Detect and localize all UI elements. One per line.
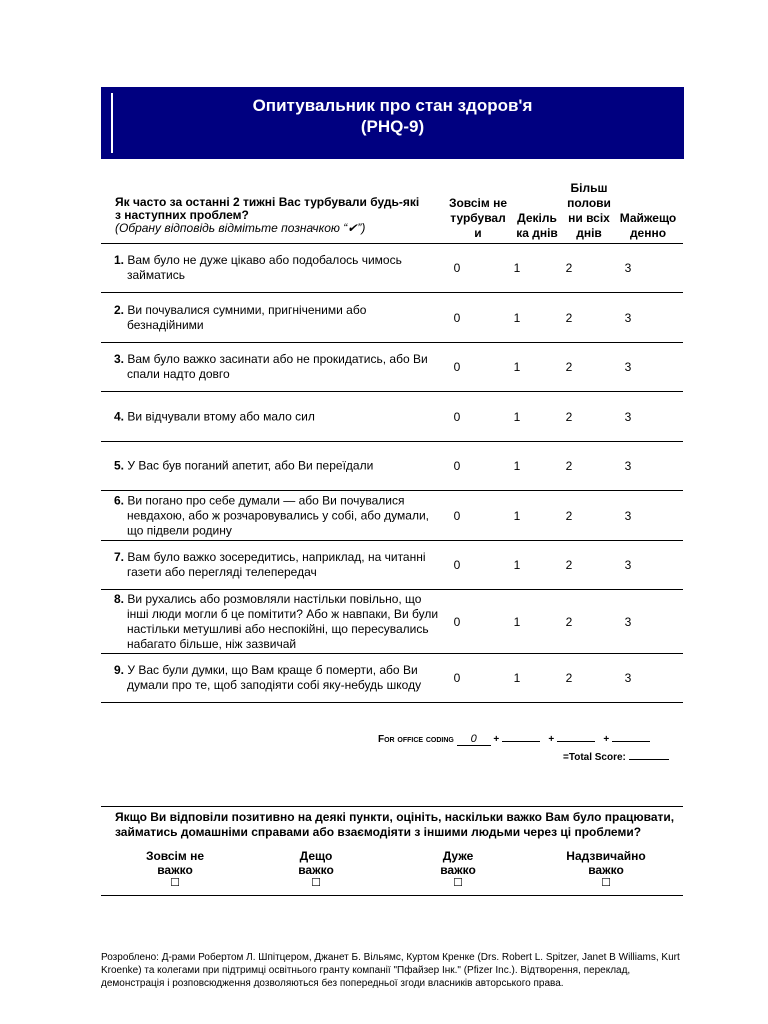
score-option-0[interactable]: 0: [453, 310, 461, 325]
checkbox-icon[interactable]: ☐: [601, 877, 611, 889]
question-number: 8.: [114, 591, 125, 606]
score-option-0[interactable]: 0: [453, 360, 461, 374]
score-option-2[interactable]: 2: [565, 614, 573, 629]
question-text: [114, 493, 444, 538]
score-option-3[interactable]: 3: [624, 671, 632, 685]
office-coding: For office coding 0 + + +: [378, 733, 650, 746]
question-number: 7.: [114, 550, 125, 564]
score-option-3[interactable]: 3: [624, 614, 632, 629]
question-row: [101, 343, 683, 392]
difficulty-option-0[interactable]: Зовсім не важко ☐: [130, 849, 220, 890]
title-line-2: (PHQ-9): [360, 117, 425, 136]
question-number: 5.: [114, 458, 125, 473]
score-option-2[interactable]: 2: [565, 459, 573, 473]
score-option-2[interactable]: 2: [565, 310, 573, 325]
score-option-3[interactable]: 3: [624, 409, 632, 424]
question-number: 1.: [114, 253, 125, 267]
question-header-line-2: з наступних проблем?: [115, 208, 249, 222]
question-text: [114, 303, 444, 333]
difficulty-top-rule: [101, 806, 683, 807]
difficulty-bottom-rule: [101, 895, 683, 896]
score-option-2[interactable]: 2: [565, 409, 573, 424]
difficulty-question: Якщо Ви відповіли позитивно на деякі пункти, оцініть, наскільки важко Вам було працювати, займатись домашніми справами або взаємодіяти з іншими людьми через ці проблеми?: [115, 810, 675, 839]
difficulty-option-3[interactable]: Надзвичайно важко ☐: [556, 849, 656, 890]
column-header-3: Майжещо денно: [619, 211, 677, 240]
score-option-3[interactable]: 3: [624, 310, 632, 325]
score-option-0[interactable]: 0: [453, 261, 461, 275]
difficulty-option-2[interactable]: Дуже важко ☐: [418, 849, 498, 890]
score-option-0[interactable]: 0: [453, 614, 461, 629]
score-option-2[interactable]: 2: [565, 508, 573, 523]
score-option-3[interactable]: 3: [624, 360, 632, 374]
question-label: Вам було важко зосередитись, наприклад, на читанні газети або перегляді телепередач: [127, 550, 426, 579]
question-row: [101, 392, 683, 442]
question-header: [115, 196, 445, 235]
question-header-instruction: (Обрану відповідь відмітьте позначкою “✔”): [115, 221, 366, 235]
score-option-1[interactable]: 1: [513, 261, 521, 275]
score-option-3[interactable]: 3: [624, 261, 632, 275]
column-header-2: Більш полови ни всіх днів: [567, 181, 611, 240]
question-label: Ви відчували втому або мало сил: [127, 409, 315, 423]
office-coding-label: For office coding: [378, 734, 454, 745]
title-line-1: Опитувальник про стан здоров'я: [252, 96, 533, 115]
score-option-3[interactable]: 3: [624, 558, 632, 572]
question-row: [101, 442, 683, 491]
question-text: [114, 592, 444, 652]
office-score-1[interactable]: [502, 741, 540, 742]
question-text: [114, 409, 444, 424]
question-text: [114, 550, 444, 580]
question-row: [101, 590, 683, 654]
question-label: У Вас були думки, що Вам краще б померти, або Ви думали про те, щоб заподіяти собі яку-небудь шкоду: [127, 663, 422, 692]
score-option-0[interactable]: 0: [453, 508, 461, 523]
score-option-2[interactable]: 2: [565, 261, 573, 275]
difficulty-option-1[interactable]: Дещо важко ☐: [276, 849, 356, 890]
question-label: Ви почувалися сумними, пригніченими або безнадійними: [127, 302, 367, 332]
office-score-0[interactable]: 0: [457, 733, 491, 746]
question-row: [101, 654, 683, 703]
checkbox-icon[interactable]: ☐: [311, 877, 321, 889]
score-option-1[interactable]: 1: [513, 360, 521, 374]
score-option-2[interactable]: 2: [565, 558, 573, 572]
banner-edge-line: [111, 93, 113, 153]
checkbox-icon[interactable]: ☐: [453, 877, 463, 889]
title-banner: [101, 87, 684, 159]
question-row: [101, 491, 683, 541]
total-score: [563, 752, 669, 763]
question-row: [101, 293, 683, 343]
question-number: 4.: [114, 409, 125, 423]
question-label: Ви погано про себе думали — або Ви почувалися невдахою, або ж розчаровувались у собі, або думали, що підвели родину: [127, 493, 429, 537]
total-score-field[interactable]: [629, 759, 669, 760]
office-score-2[interactable]: [557, 741, 595, 742]
score-option-1[interactable]: 1: [513, 459, 521, 473]
score-option-2[interactable]: 2: [565, 671, 573, 685]
score-option-1[interactable]: 1: [513, 409, 521, 424]
question-label: Вам було не дуже цікаво або подобалось чимось займатись: [127, 253, 402, 282]
score-option-3[interactable]: 3: [624, 508, 632, 523]
score-option-3[interactable]: 3: [624, 459, 632, 473]
total-score-label: =Total Score:: [563, 752, 626, 763]
question-number: 9.: [114, 663, 125, 677]
question-text: [114, 253, 444, 283]
question-number: 3.: [114, 352, 125, 366]
question-number: 6.: [114, 493, 125, 507]
score-option-1[interactable]: 1: [513, 310, 521, 325]
question-row: [101, 541, 683, 590]
score-option-0[interactable]: 0: [453, 409, 461, 424]
score-option-1[interactable]: 1: [513, 614, 521, 629]
question-label: Вам було важко засинати або не прокидатись, або Ви спали надто довго: [127, 352, 428, 381]
column-header-0: Зовсім не турбувал и: [448, 196, 508, 240]
question-header-line-1: Як часто за останні 2 тижні Вас турбували будь-які: [115, 195, 420, 209]
question-text: [114, 663, 444, 693]
question-text: [114, 459, 444, 474]
office-score-3[interactable]: [612, 741, 650, 742]
score-option-0[interactable]: 0: [453, 459, 461, 473]
question-row: [101, 244, 683, 293]
score-option-2[interactable]: 2: [565, 360, 573, 374]
question-label: Ви рухались або розмовляли настільки повільно, що інші люди могли б це помітити? Або ж навпаки, Ви були настільки метушливі або неспокійні, що пересувались набагато більше, ніж зазвичай: [127, 591, 439, 651]
question-number: 2.: [114, 302, 125, 317]
copyright-footer: Розроблено: Д-рами Робертом Л. Шпітцером, Джанет Б. Вільямс, Куртом Кренке (Drs. Robert L. Spitzer, Janet B Williams, Kurt Kroenke) та колегами при підтримці освітнього гранту компанії "Пфайзер Інк." (Pfizer Inc.). Відтворення, переклад, демонстрація і розповсюдження дозволяються без попередньої згоди власників авторського права.: [101, 952, 680, 989]
question-label: У Вас був поганий апетит, або Ви переїдали: [127, 458, 374, 473]
score-option-1[interactable]: 1: [513, 671, 521, 685]
score-option-0[interactable]: 0: [453, 558, 461, 572]
column-header-1: Декіль ка днів: [516, 211, 558, 240]
score-option-1[interactable]: 1: [513, 558, 521, 572]
score-option-0[interactable]: 0: [453, 671, 461, 685]
score-option-1[interactable]: 1: [513, 508, 521, 523]
question-text: [114, 352, 444, 382]
checkbox-icon[interactable]: ☐: [170, 877, 180, 889]
